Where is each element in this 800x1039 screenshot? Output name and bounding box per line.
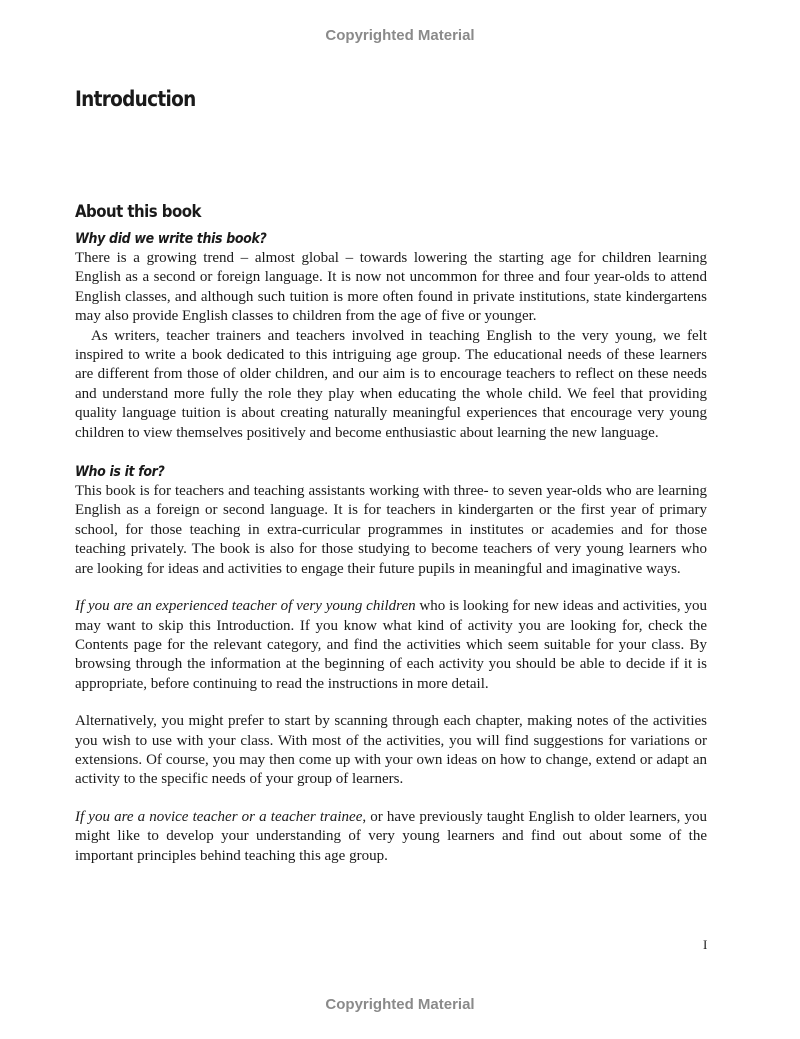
paragraph-novice bbox=[75, 808, 707, 866]
page-number: I bbox=[703, 937, 708, 952]
experienced-lead: If you are an experienced teacher of very young children bbox=[75, 598, 416, 615]
paragraph-experienced bbox=[75, 597, 707, 694]
section-title: About this book bbox=[75, 202, 201, 222]
paragraph-alternatively: Alternatively, you might prefer to start by scanning through each chapter, making notes of the activities you wish to use with your class. With most of the activities, you will find suggestions for variations or extensions. Of course, you may then come up with your own ideas on how to change, extend or adapt an activity to the specific needs of your group of learners. bbox=[75, 713, 707, 788]
paragraph-writers: As writers, teacher trainers and teachers involved in teaching English to the very young, we felt inspired to write a book dedicated to this intriguing age group. The educational needs of these learners are different from those of older children, and our aim is to encourage teachers to reflect on these needs and understand more fully the role they play when educating the whole child. We feel that providing quality language tuition is about creating naturally meaningful experiences that encourage very young children to view themselves positively and become enthusiastic about learning the new language. bbox=[75, 327, 707, 441]
copyright-watermark-top: Copyrighted Material bbox=[325, 27, 475, 44]
novice-lead: If you are a novice teacher or a teacher trainee bbox=[75, 808, 363, 825]
subsection-heading-who: Who is it for? bbox=[75, 464, 165, 481]
paragraph-trend: There is a growing trend – almost global – towards lowering the starting age for children learning English as a second or foreign language. It is now not uncommon for three and four year-olds to attend English classes, and although such tuition is more often found in private institutions, state kindergartens may also provide English classes to children from the age of five or younger. bbox=[75, 250, 707, 325]
chapter-title: Introduction bbox=[75, 87, 196, 111]
subsection-heading-why: Why did we write this book? bbox=[75, 231, 267, 247]
paragraph-audience: This book is for teachers and teaching assistants working with three- to seven year-olds who are learning English as a foreign or second language. It is for teachers in kindergarten or the first year of primary school, for those teaching in extra-curricular programmes in institutes or academies and for those teaching privately. The book is also for those studying to become teachers of very young learners who are looking for ideas and activities to engage their future pupils in meaningful and imaginative ways. bbox=[75, 483, 707, 577]
novice-rest: , or have previously taught English to older learners, you might like to develop your understanding of very young learners and find out about some of the important principles behind teaching this age group. bbox=[75, 808, 708, 864]
experienced-rest: who is looking for new ideas and activities, you may want to skip this Introduction. If you know what kind of activity you are looking for, check the Contents page for the relevant category, and find the activities which seem suitable for your class. By browsing through the information at the beginning of each activity you should be able to decide if it is appropriate, before continuing to read the instructions in more detail. bbox=[75, 598, 707, 692]
copyright-watermark-bottom: Copyrighted Material bbox=[325, 996, 475, 1013]
page-content bbox=[75, 84, 707, 866]
